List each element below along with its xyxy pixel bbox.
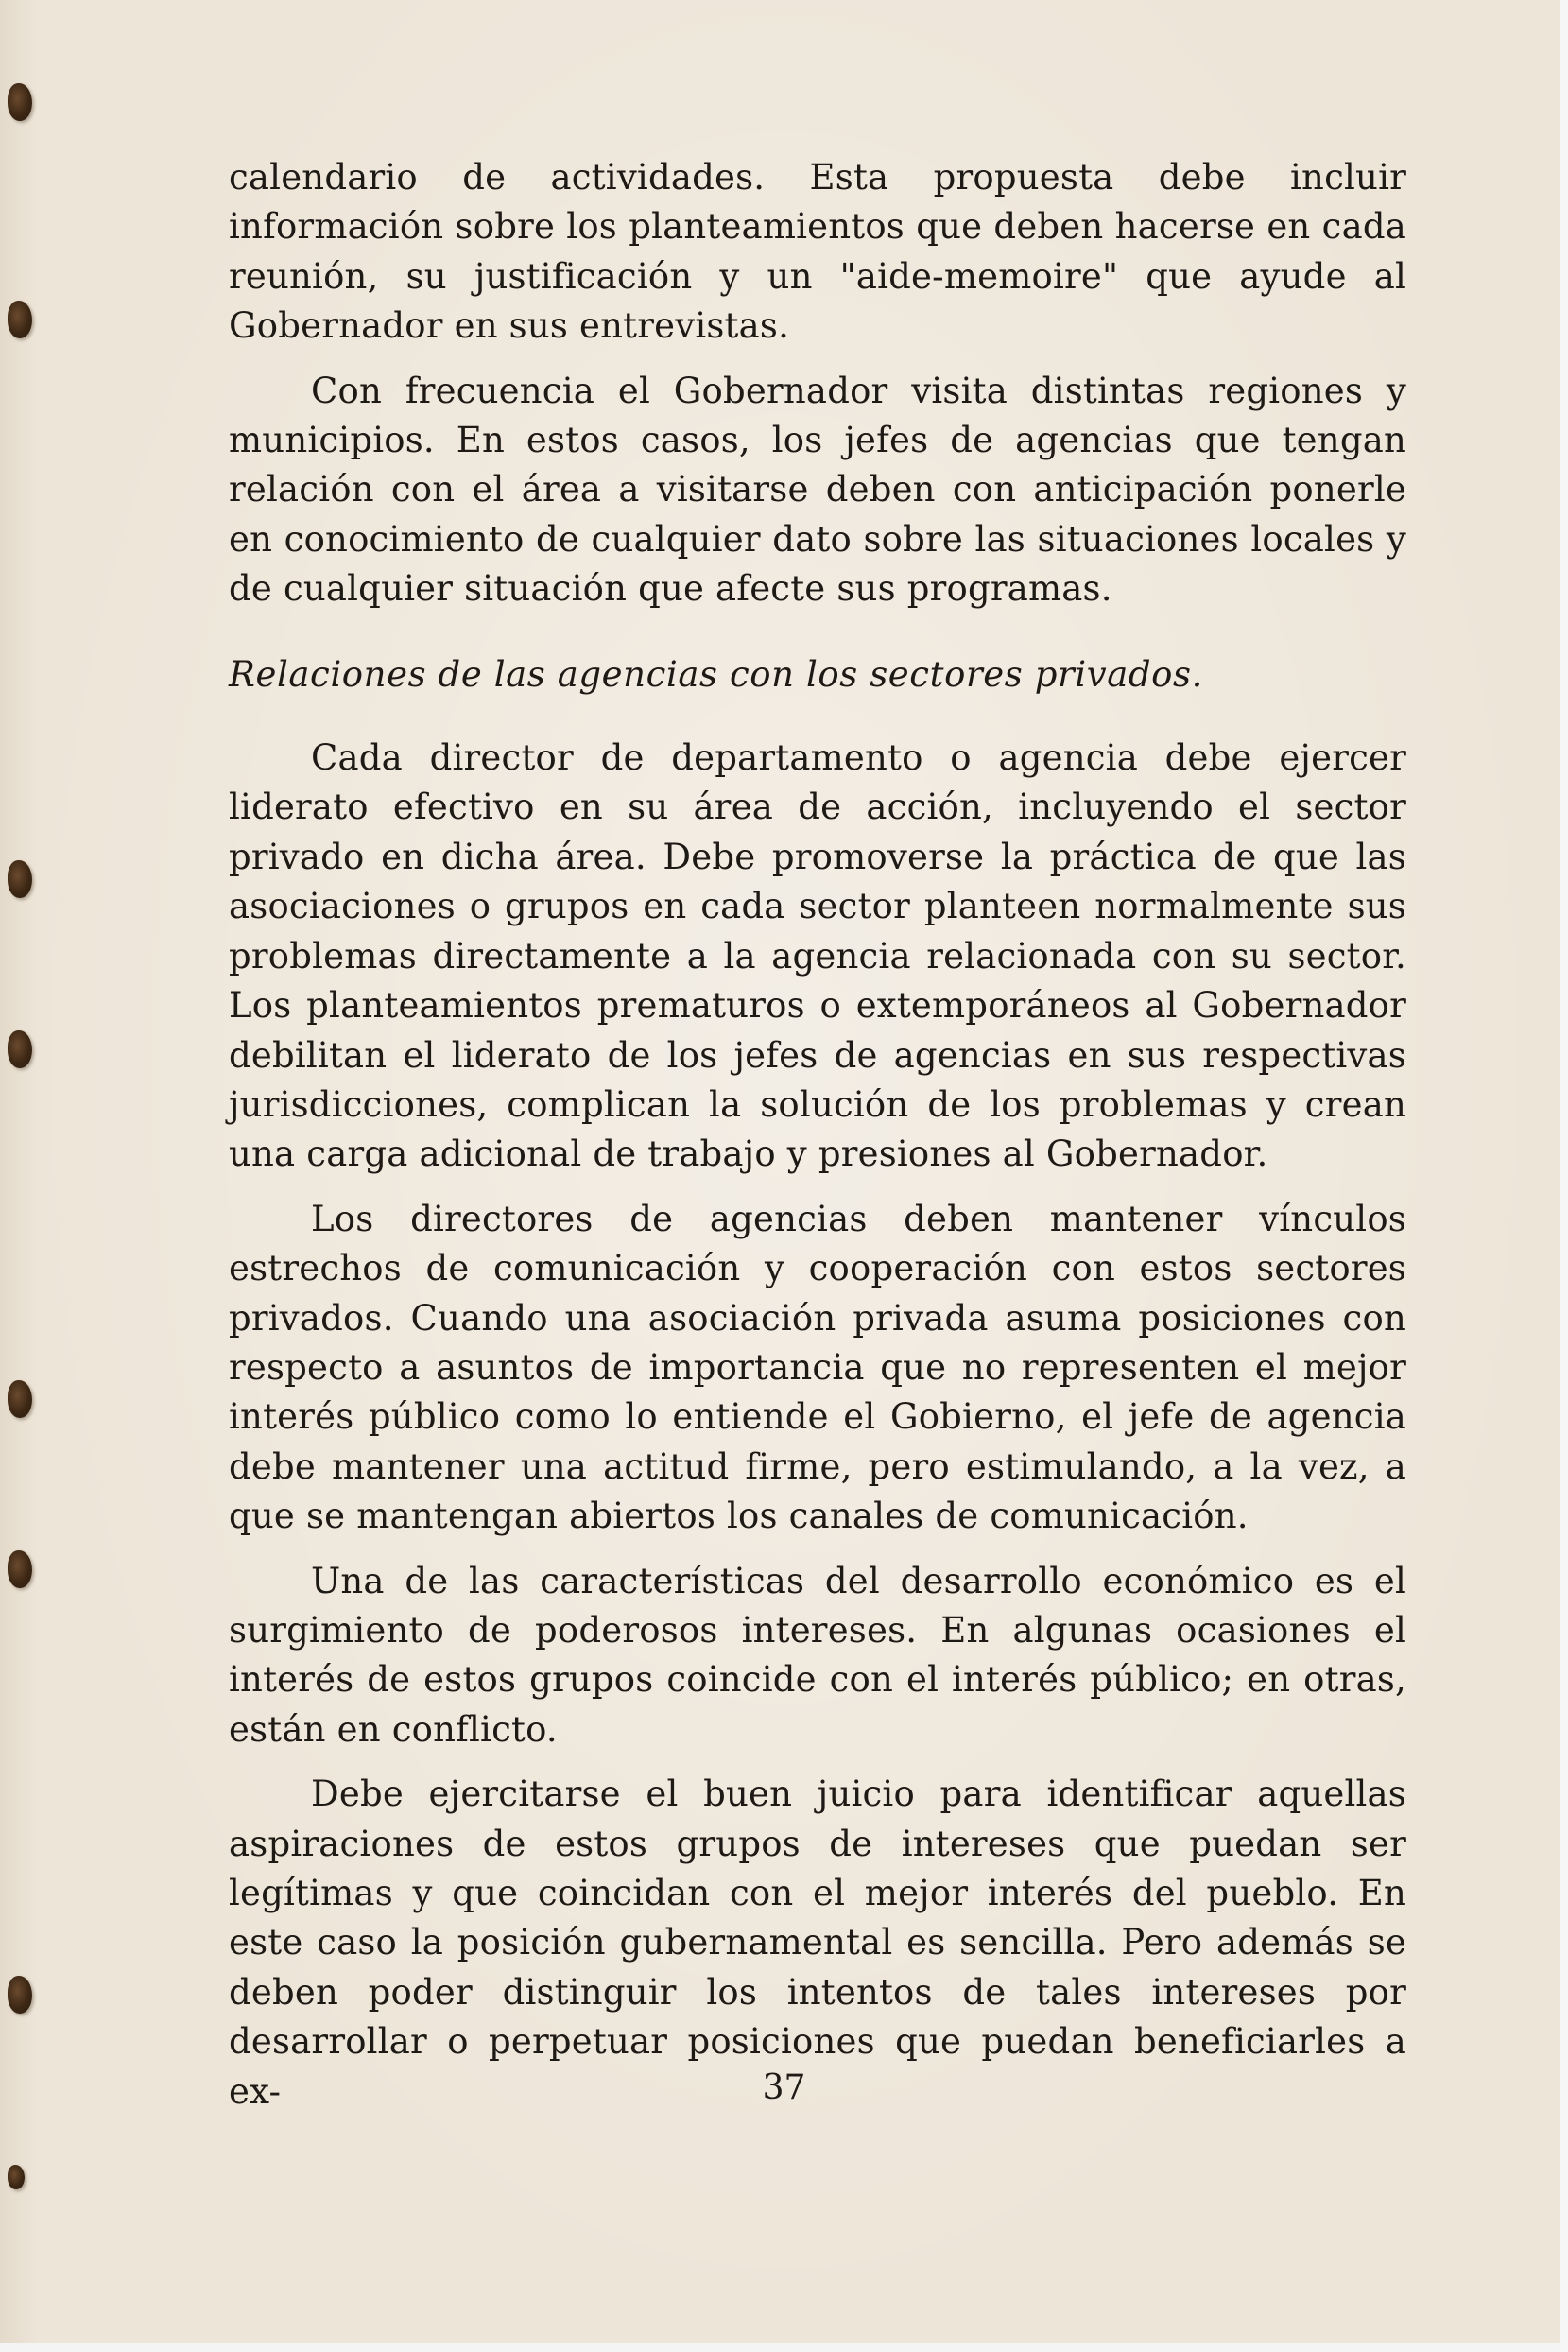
binding-hole-mark [8,1380,32,1418]
paragraph: Una de las características del desarrollo económico es el surgimiento de poderosos intereses. En algunas ocasiones el interés de estos grupos coincide con el interés público; en otras, están en conflicto. [229,1560,1406,1750]
binding-hole-mark [8,1030,32,1068]
paragraph: Con frecuencia el Gobernador visita distintas regiones y municipios. En estos casos, los jefes de agencias que tengan relación con el área a visitarse deben con anticipación ponerle en conocimiento de cualquier dato sobre las situaciones locales y de cualquier situación que afecte sus programas. [229,370,1406,610]
section-heading: Relaciones de las agencias con los sectores privados. [229,653,1203,695]
paragraph: calendario de actividades. Esta propuesta debe incluir información sobre los planteamientos que deben hacerse en cada reunión, su justificación y un "aide-memoire" que ayude al Gobernador en sus entrevistas. [229,157,1406,347]
paragraph: Debe ejercitarse el buen juicio para identificar aquellas aspiraciones de estos grupos de intereses que puedan ser legítimas y que coincidan con el mejor interés del pueblo. En este caso la posición gubernamental es sencilla. Pero además se deben poder distinguir los intentos de tales intereses por desarrollar o perpetuar posiciones que puedan beneficiarles a ex- [229,1773,1406,2112]
binding-hole-mark [8,301,32,338]
binding-hole-mark [8,860,32,898]
paragraph: Los directores de agencias deben mantener vínculos estrechos de comunicación y cooperación con estos sectores privados. Cuando una asociación privada asuma posiciones con respecto a asuntos de importancia que no representen el mejor interés público como lo entiende el Gobierno, el jefe de agencia debe mantener una actitud firme, pero estimulando, a la vez, a que se mantengan abiertos los canales de comunicación. [229,1198,1406,1537]
page-number: 37 [762,2068,806,2107]
paragraph: Cada director de departamento o agencia debe ejercer liderato efectivo en su área de acción, incluyendo el sector privado en dicha área. Debe promoverse la práctica de que las asociaciones o grupos en cada sector planteen normalmente sus problemas directamente a la agencia relacionada con su sector. Los planteamientos prematuros o extemporáneos al Gobernador debilitan el liderato de los jefes de agencias en sus respectivas jurisdicciones, complican la solución de los problemas y crean una carga adicional de trabajo y presiones al Gobernador. [229,737,1406,1175]
body-text [229,153,1406,2117]
binding-hole-mark [8,1550,32,1588]
binding-hole-mark [8,1976,32,2014]
binding-hole-mark [8,2165,25,2189]
binding-hole-mark [8,83,32,121]
page-edge [0,2343,1568,2352]
